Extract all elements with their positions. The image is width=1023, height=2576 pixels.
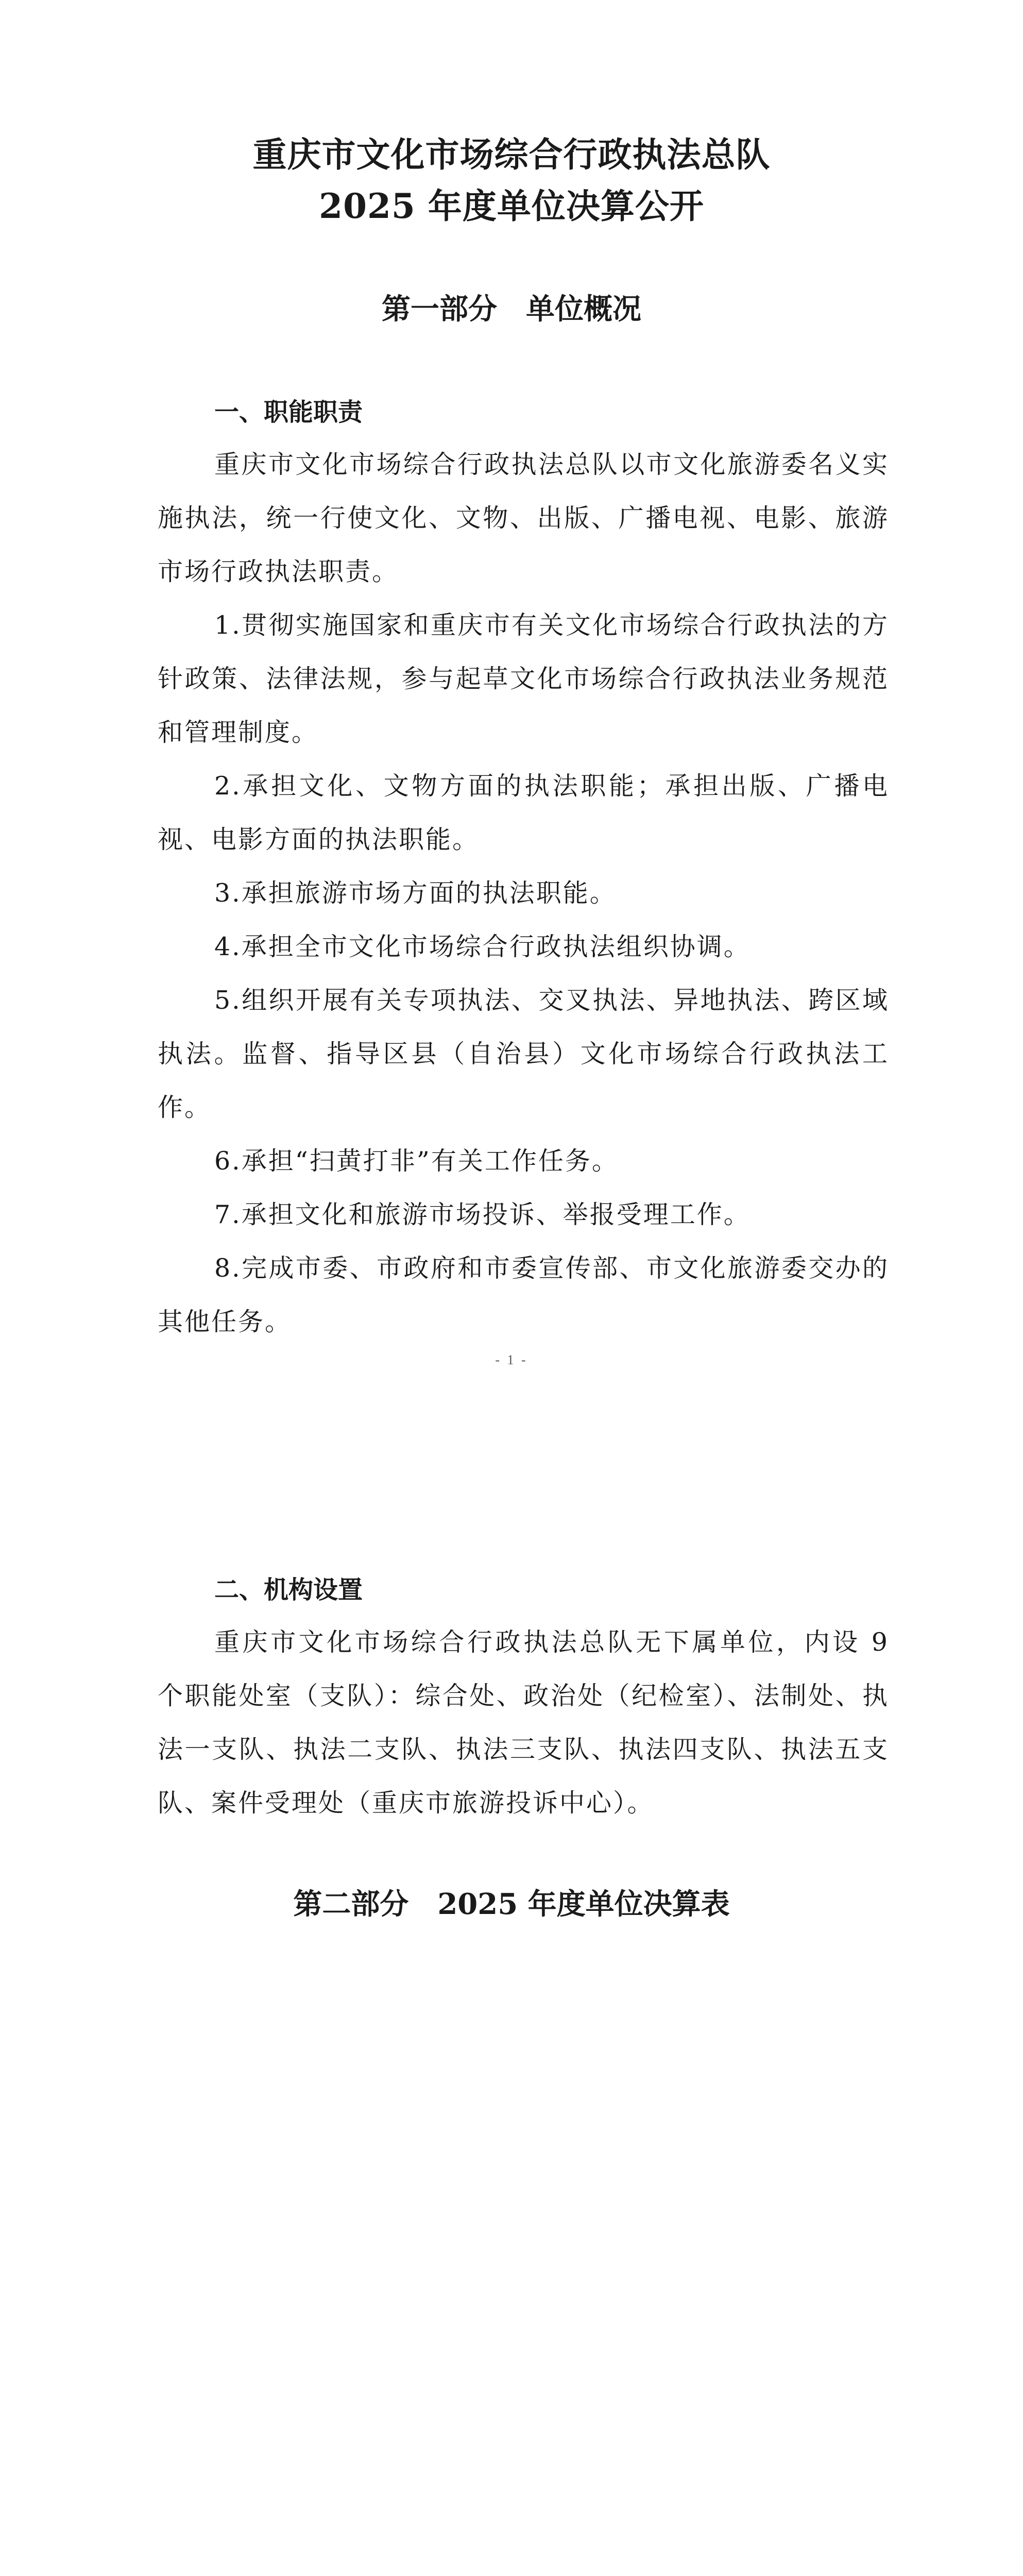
organization-paragraph: 重庆市文化市场综合行政执法总队无下属单位，内设 9 个职能处室（支队）：综合处、政治处（纪检室）、法制处、执法一支队、执法二支队、执法三支队、执法四支队、执法五支队、案件受理处（重庆市旅游投诉中心）。 bbox=[158, 1628, 889, 1818]
duty-item-1: 1.贯彻实施国家和重庆市有关文化市场综合行政执法的方针政策、法律法规，参与起草文化市场综合行政执法业务规范和管理制度。 bbox=[158, 611, 889, 747]
duty-item-2: 2.承担文化、文物方面的执法职能；承担出版、广播电视、电影方面的执法职能。 bbox=[158, 771, 889, 854]
section-heading-duties: 一、职能职责 bbox=[214, 398, 363, 427]
duty-item-6: 6.承担“扫黄打非”有关工作任务。 bbox=[214, 1146, 619, 1176]
duty-item-3: 3.承担旅游市场方面的执法职能。 bbox=[214, 878, 617, 908]
section-heading-organization: 二、机构设置 bbox=[214, 1575, 363, 1604]
duty-item-4: 4.承担全市文化市场综合行政执法组织协调。 bbox=[214, 932, 751, 961]
part-1-title: 第一部分 单位概况 bbox=[382, 292, 641, 326]
part-2-title: 第二部分 2025 年度单位决算表 bbox=[293, 1887, 730, 1921]
duty-item-5: 5.组织开展有关专项执法、交叉执法、异地执法、跨区域执法。监督、指导区县（自治县）文化市场综合行政执法工作。 bbox=[158, 986, 889, 1122]
document-title-line-1: 重庆市文化市场综合行政执法总队 bbox=[252, 134, 771, 175]
duty-item-8: 8.完成市委、市政府和市委宣传部、市文化旅游委交办的其他任务。 bbox=[158, 1253, 889, 1336]
document-title-line-2: 2025 年度单位决算公开 bbox=[319, 186, 704, 226]
page-2 bbox=[0, 1446, 1023, 2576]
duties-intro-paragraph: 重庆市文化市场综合行政执法总队以市文化旅游委名义实施执法，统一行使文化、文物、出版、广播电视、电影、旅游市场行政执法职责。 bbox=[158, 450, 889, 586]
duty-item-7: 7.承担文化和旅游市场投诉、举报受理工作。 bbox=[214, 1200, 751, 1229]
page-number-1: - 1 - bbox=[495, 1352, 528, 1367]
